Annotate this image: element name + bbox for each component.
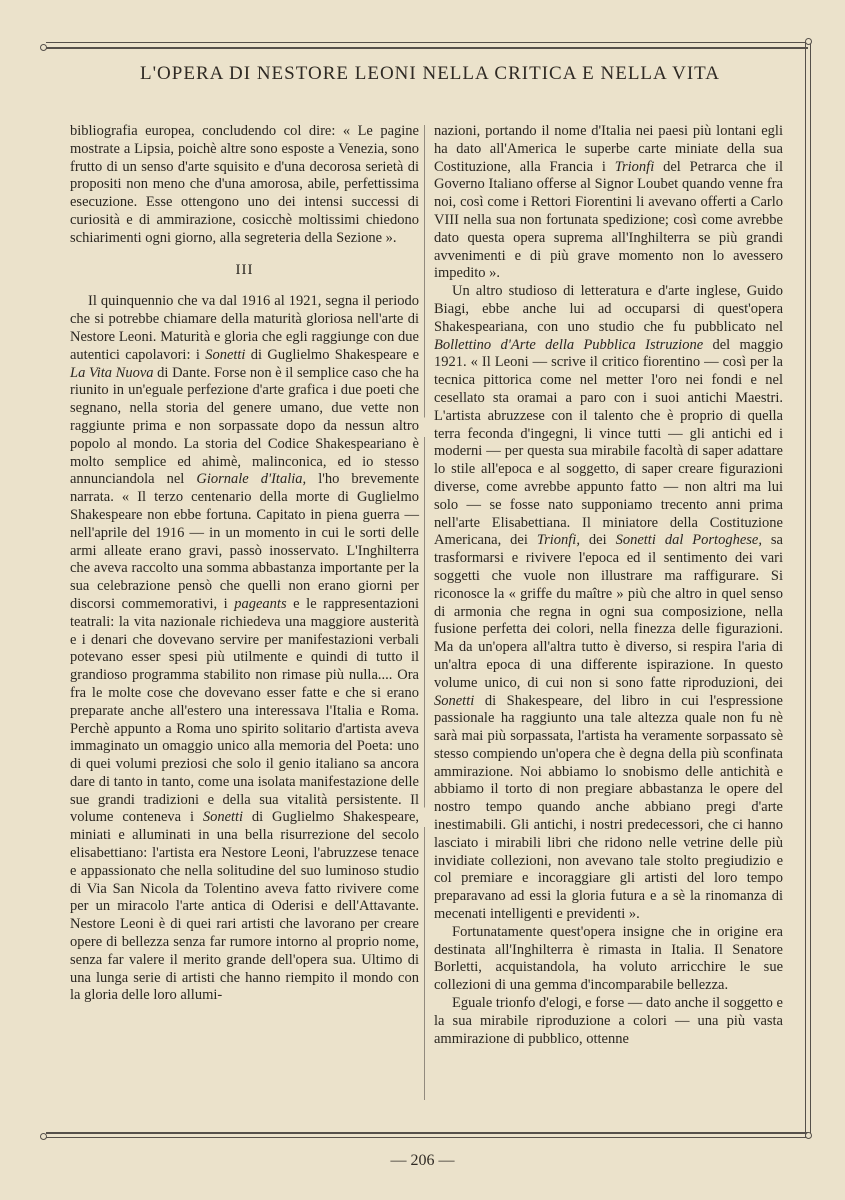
right-rule-outer <box>810 42 811 1138</box>
italic-title: Giornale d'Italia, <box>196 471 307 488</box>
italic-title: Trionfi, <box>536 532 580 549</box>
text-run: nazioni, portando il nome d'Italia nei paesi più lontani egli ha dato all'America le superbe carte miniate della sua Costituzione, alla Francia i <box>434 123 783 175</box>
top-rule-thin <box>46 42 808 43</box>
text-run: e le rappresentazioni teatrali: la vita nazionale richiedeva una maggiore austerità e i denari che dovevano servire per manifestazioni verbali potevano esser spesi più utilmente e quindi di tutto il grandioso programma stabilito non rimase più nulla.... Ora fra le molte cose che dovevano esser fatte e che si erano preparate anche all'estero una interessava l'Italia e Roma. Perchè appunto a Roma uno spirito solitario d'artista aveva immaginato un omaggio unico alla memoria del Poeta: uno di quei volumi preziosi che solo il genio italiano sa ancora dare di tanto in tanto, come una isolata manifestazione delle sue grandi tradizioni e della sua vitalità persistente. Il volume conteneva i <box>70 595 419 826</box>
ornament-circle-icon <box>40 1133 47 1140</box>
text-run: di Guglielmo Shakespeare e <box>245 346 420 363</box>
text-run: del Petrarca che il Governo Italiano offerse al Signor Loubet quando venne fra noi, così come i Rettori Fiorentini li avevano offerti a Carlo VIII nella sua non fortunata spedizione; così come avrebbe dato questa opera suprema all'Inghilterra se più grandi avvenimenti e di più grave momento non lo avessero impedito ». <box>434 158 783 282</box>
paragraph: Fortunatamente quest'opera insigne che in origine era destinata all'Inghilterra è rimasta in Italia. Il Senatore Borletti, acquistandola, ha voluto arricchire le sue collezioni di una gemma d'incomparabile bellezza. <box>434 923 783 994</box>
text-run: l'ho brevemente narrata. « Il terzo centenario della morte di Guglielmo Shakespeare non ebbe fortuna. Capitato in piena guerra — nell'aprile del 1916 — in un momento in cui le sorti delle armi alleate erano gravi, passò inosservato. L'Inghilterra che aveva raccolto una somma abbastanza importante per la sua celebrazione pensò che quelli non erano giorni per discorsi commemorativi, i <box>70 471 420 612</box>
paragraph <box>434 283 783 924</box>
column-divider <box>424 125 425 1100</box>
running-head: L'OPERA DI NESTORE LEONI NELLA CRITICA E NELLA VITA <box>140 63 720 84</box>
section-number: III <box>235 261 254 278</box>
italic-title: Sonetti dal Portoghese, <box>615 532 762 549</box>
right-rule-inner <box>805 42 806 1138</box>
top-rule-thick <box>46 47 808 49</box>
text-run: Il quinquennio che va dal 1916 al 1921, segna il periodo che si potrebbe chiamare della maturità gloriosa nell'arte di Nestore Leoni. Maturità e gloria che egli raggiunge con due autentici capolavori: i <box>70 293 419 363</box>
paragraph: Eguale trionfo d'elogi, e forse — dato anche il soggetto e la sua mirabile riproduzione a colori — una più vasta ammirazione di pubblico, ottenne <box>434 995 783 1047</box>
text-run: di Shakespeare, del libro in cui l'espressione passionale ha raggiunto una tale altezza quale non fu nè sarà mai più sorpassata, l'artista ha veramente sorpassato sè stesso compiendo un'opera che è degna della più sconfinata ammirazione. Noi abbiamo lo snobismo delle antichità e abbiamo il torto di non pregiare abbastanza le opere del nostro tempo quando anche abbiano pregi d'arte inestimabili. Gli antichi, i nostri predecessori, che ci hanno lasciato i mirabili libri che ridono nelle vetrine delle più invidiate collezioni, non avevano tale stolto pregiudizio e col premiare e incoraggiare gli artisti del loro tempo preparavano ad essi la gloria futura e a sè la rinomanza di mecenati intelligenti e previdenti ». <box>434 692 783 923</box>
paragraph <box>70 293 419 1005</box>
ornament-circle-icon <box>40 44 47 51</box>
page-number: — 206 — <box>390 1152 455 1169</box>
italic-title: Trionfi <box>614 158 655 175</box>
paragraph <box>434 123 783 283</box>
italic-title: La Vita Nuova <box>70 364 154 381</box>
ornament-circle-icon <box>805 38 812 45</box>
text-run: dei <box>579 532 616 549</box>
italic-title: pageants <box>234 595 287 612</box>
text-run: sa trasformarsi e rivivere l'epoca ed il sentimento dei vari soggetti che vuole non illustrare ma raffigurare. Si riconosce la « griffe du maître » più che altro in quel senso di armonia che regna in ogni sua composizione, nella fusione perfetta dei colori, nella finezza delle figurazioni. Ma da un'opera all'altra tutto è diverso, si respira l'aria di un'altra epoca di una differente ispirazione. In questo volume unico, di cui non si sono fatte riproduzioni, dei <box>434 532 783 691</box>
bottom-rule-thick <box>46 1132 808 1134</box>
italic-title: Sonetti <box>434 692 475 709</box>
italic-title: Bollettino d'Arte della Pubblica Istruzione <box>434 336 704 353</box>
text-run: di Dante. Forse non è il semplice caso che ha riunito in un'eguale perfezione d'arte grafica i due poeti che segnano, nella storia del genere umano, due vette non raggiunte prima e non sorpassate dopo da nessun altro popolo al mondo. La storia del Codice Shakespeariano è molto semplice ed ahimè, malinconica, ed io stesso annunciandola nel <box>70 364 419 488</box>
bottom-rule-thin <box>46 1137 808 1138</box>
italic-title: Sonetti <box>202 809 244 826</box>
left-column <box>70 123 419 1005</box>
italic-title: Sonetti <box>205 346 246 363</box>
text-run: Un altro studioso di letteratura e d'arte inglese, Guido Biagi, ebbe anche lui ad occuparsi di quest'opera Shakespeariana, con uno studio che fu pubblicato nel <box>434 283 783 335</box>
text-run: di Guglielmo Shakespeare, miniati e alluminati in una bella risurrezione del secolo elisabettiano: l'artista era Nestore Leoni, l'abruzzese tenace e appassionato che nella solitudine del suo luminoso studio di Via San Nicola da Tolentino aveva fatto rivivere come per un miracolo l'arte antica di Oderisi e dell'Attavante. Nestore Leoni è di quei rari artisti che lavorano per creare opere di bellezza senza far rumore intorno al proprio nome, senza far valere il merito grande dell'opera sua. Ultimo di una lunga serie di artisti che hanno riempito il mondo con la gloria delle loro allumi- <box>70 809 419 1004</box>
ornament-circle-icon <box>805 1132 812 1139</box>
paragraph: bibliografia europea, concludendo col dire: « Le pagine mostrate a Lipsia, poichè altre sono esposte a Venezia, sono frutto di un senso d'arte squisito e d'una decorosa serietà di propositi non meno che d'una amorosa, abile, perfettissima esecuzione. Esse ottengono uno dei intensi successi di curiosità e di ammirazione, cosicchè moltissimi chiedono schiarimenti ogni giorno, alla segreteria della Sezione ». <box>70 123 419 246</box>
right-column <box>434 123 783 1048</box>
text-run: del maggio 1921. « Il Leoni — scrive il critico fiorentino — così per la tecnica pittorica come nel metter l'oro nei fondi e nel cesellato sta oramai a paro con i suoi antichi Maestri. L'artista abruzzese con il talento che è proprio di quella terra feconda d'ingegni, li vince tutti — gli antichi ed i moderni — per questa sua mirabile facoltà di saper adattare lo stile all'epoca e al soggetto, di saper creare figurazioni diverse, come avrebbe appunto fatto — non altri ma lui solo — se fosse nato supponiamo trecento anni prima nell'arte Elisabettiana. Il miniatore della Costituzione Americana, dei <box>434 336 783 549</box>
